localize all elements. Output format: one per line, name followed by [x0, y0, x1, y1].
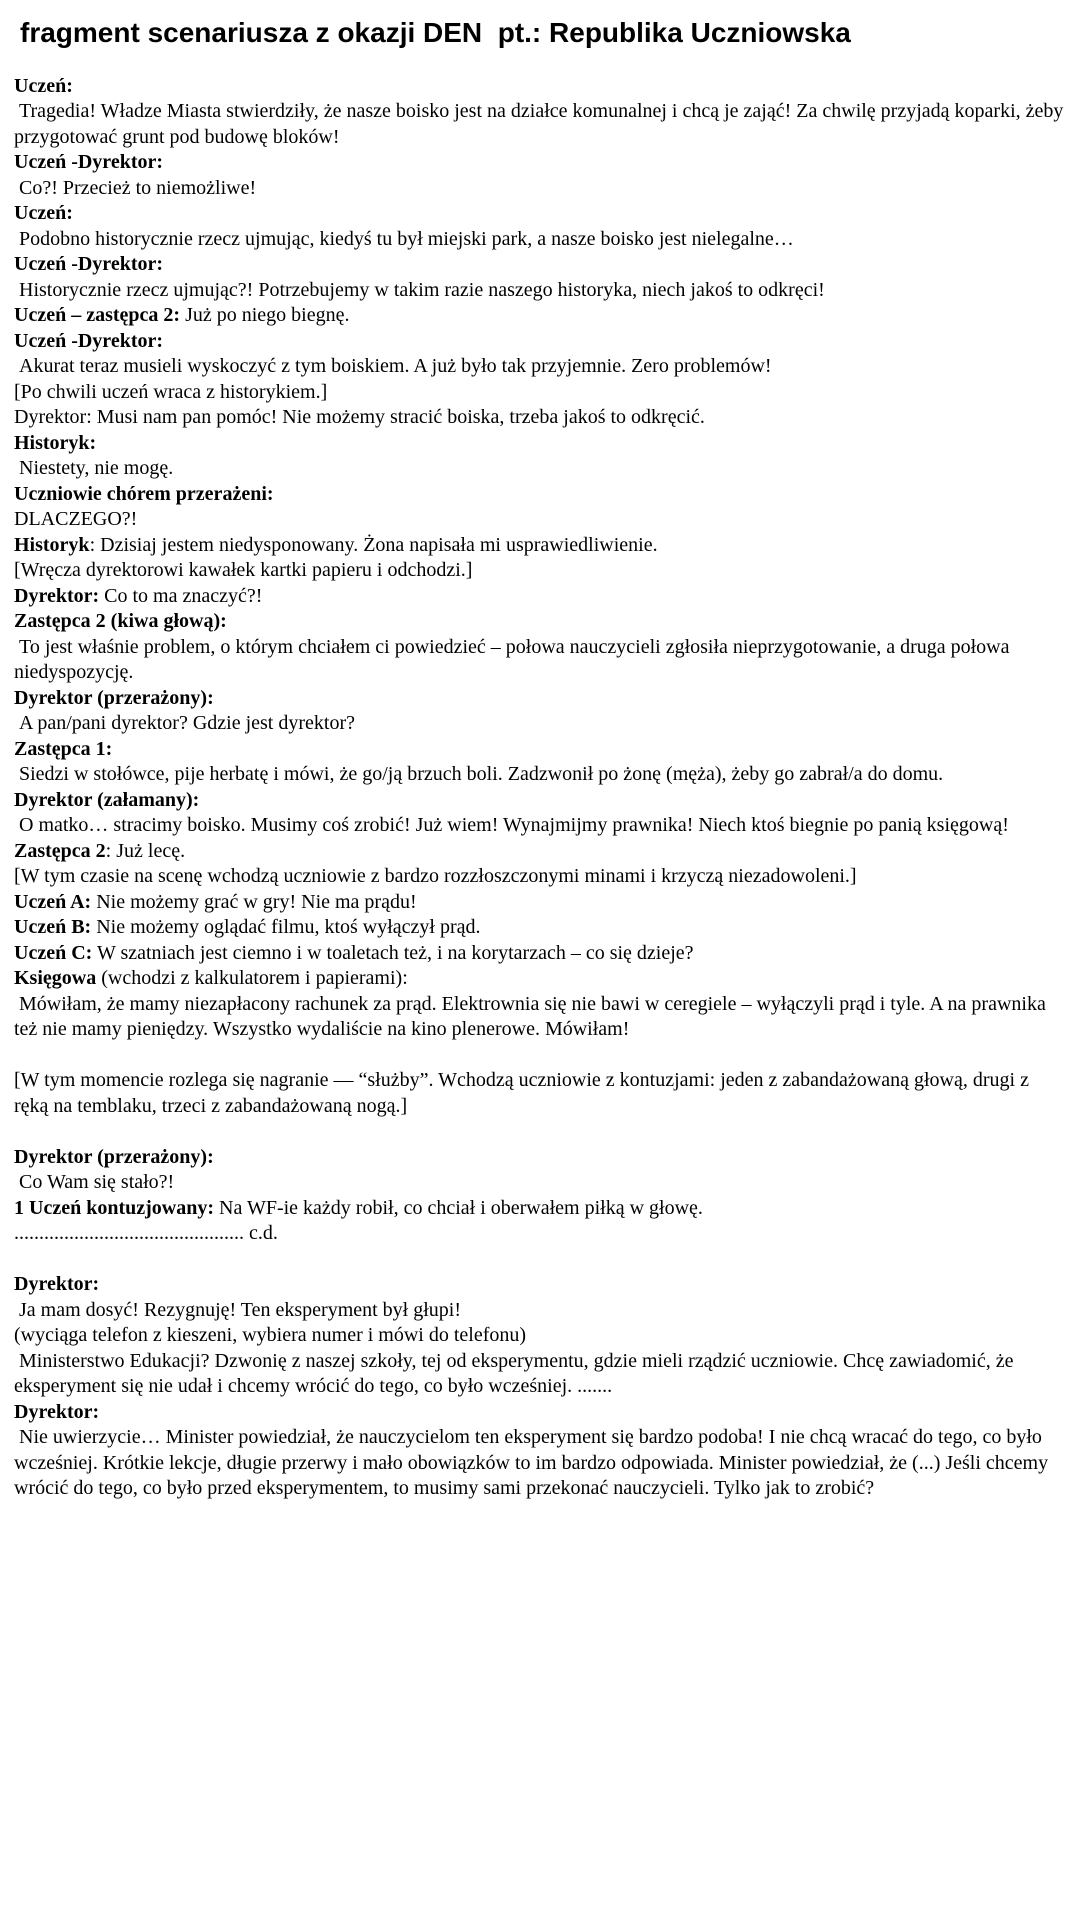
speaker-label: Zastępca 1: [14, 737, 113, 760]
dialogue-text: Akurat teraz musieli wyskoczyć z tym boiskiem. A już było tak przyjemnie. Zero problemów! [14, 355, 772, 378]
script-line [14, 99, 1069, 150]
speaker-label: Dyrektor: [14, 1400, 100, 1423]
speaker-label: Dyrektor (załamany): [14, 788, 200, 811]
script-line [14, 1400, 1064, 1426]
dialogue-text: Ja mam dosyć! Rezygnuję! Ten eksperyment był głupi! [14, 1298, 462, 1321]
speaker-label: Uczniowie chórem przerażeni: [14, 482, 274, 505]
speaker-label: Uczeń -Dyrektor: [14, 329, 164, 352]
speaker-label: 1 Uczeń kontuzjowany: [14, 1196, 214, 1219]
script-line [14, 278, 1064, 304]
script-line [14, 227, 1064, 253]
speaker-label: Zastępca 2 (kiwa głową): [14, 610, 227, 633]
script-line [14, 966, 1064, 992]
script-line [14, 1170, 1064, 1196]
speaker-label: Zastępca 2 [14, 839, 106, 862]
dialogue-text: W szatniach jest ciemno i w toaletach też, i na korytarzach – co się dzieje? [92, 941, 694, 964]
dialogue-text: (wchodzi z kalkulatorem i papierami): [96, 967, 408, 990]
dialogue-text: Niestety, nie mogę. [14, 457, 174, 480]
script-line [14, 303, 1064, 329]
dialogue-text: [W tym czasie na scenę wchodzą uczniowie z bardzo rozzłoszczonymi minami i krzyczą niezadowoleni.] [14, 865, 857, 888]
page-title: fragment scenariusza z okazji DEN pt.: Republika Uczniowska [20, 17, 851, 48]
script-line [14, 329, 1064, 355]
speaker-label: Uczeń B: [14, 916, 92, 939]
script-line [14, 1349, 1064, 1400]
dialogue-text: Co to ma znaczyć?! [99, 584, 263, 607]
script-line [14, 176, 1064, 202]
dialogue-text: Nie uwierzycie… Minister powiedział, że nauczycielom ten eksperyment się bardzo podoba! I nie chcą wracać do tego, co było wcześniej. Krótkie lekcje, długie przerwy i mało obowiązków to im bardzo odpowiada. Minister powiedział, że (...) Jeśli chcemy wrócić do tego, co było przed eksperymentem, to musimy sami przekonać nauczycieli. Tylko jak to zrobić? [14, 1426, 1054, 1500]
script-line [14, 992, 1064, 1043]
script-line [14, 1145, 1064, 1171]
script-line [14, 711, 1064, 737]
script-line [14, 1425, 1064, 1502]
script-line [14, 915, 1064, 941]
dialogue-text: Dyrektor: Musi nam pan pomóc! Nie możemy stracić boiska, trzeba jakoś to odkręcić. [14, 406, 705, 429]
dialogue-text: [Wręcza dyrektorowi kawałek kartki papieru i odchodzi.] [14, 559, 473, 582]
dialogue-text: : Już lecę. [105, 839, 186, 862]
script-line [14, 864, 1064, 890]
dialogue-text: Nie możemy grać w gry! Nie ma prądu! [91, 890, 417, 913]
script-line [14, 737, 1064, 763]
dialogue-text: [Po chwili uczeń wraca z historykiem.] [14, 380, 328, 403]
script-line [14, 890, 1064, 916]
speaker-label: Księgowa [14, 967, 97, 990]
dialogue-text: Nie możemy oglądać filmu, ktoś wyłączył prąd. [91, 916, 481, 939]
script-line [14, 482, 1064, 508]
script-line [14, 252, 1064, 278]
speaker-label: Uczeń – zastępca 2: [14, 304, 181, 327]
script-line [14, 507, 1064, 533]
script-line [14, 788, 1064, 814]
script-line [14, 380, 1064, 406]
script-line [14, 1068, 1064, 1119]
script-line [14, 762, 1064, 788]
script-line [14, 558, 1064, 584]
dialogue-text: (wyciąga telefon z kieszeni, wybiera numer i mówi do telefonu) [14, 1324, 527, 1347]
dialogue-text: Co?! Przecież to niemożliwe! [14, 176, 257, 199]
speaker-label: Dyrektor (przerażony): [14, 1145, 214, 1168]
speaker-label: Dyrektor (przerażony): [14, 686, 214, 709]
script-lines [14, 74, 1069, 1502]
dialogue-text: Historycznie rzecz ujmując?! Potrzebujemy w takim razie naszego historyka, niech jakoś to odkręci! [14, 278, 825, 301]
speaker-label: Dyrektor: [14, 584, 100, 607]
speaker-label: Uczeń: [14, 74, 73, 97]
dialogue-text: Podobno historycznie rzecz ujmując, kiedyś tu był miejski park, a nasze boisko jest nielegalne… [14, 227, 794, 250]
dialogue-text: [W tym momencie rozlega się nagranie — “służby”. Wchodzą uczniowie z kontuzjami: jeden z zabandażowaną głową, drugi z ręką na temblaku, trzeci z zabandażowaną nogą.] [14, 1069, 1034, 1117]
speaker-label: Uczeń A: [14, 890, 92, 913]
script-line [14, 1298, 1064, 1324]
dialogue-text: O matko… stracimy boisko. Musimy coś zrobić! Już wiem! Wynajmijmy prawnika! Niech ktoś biegnie po panią księgową! [14, 814, 1009, 837]
speaker-label: Historyk [14, 533, 90, 556]
dialogue-text: A pan/pani dyrektor? Gdzie jest dyrektor? [14, 712, 355, 735]
script-line [14, 533, 1064, 559]
script-line [14, 431, 1064, 457]
script-line [14, 813, 1064, 839]
script-line [14, 1323, 1064, 1349]
script-line [14, 456, 1064, 482]
dialogue-text: Ministerstwo Edukacji? Dzwonię z naszej szkoły, tej od eksperymentu, gdzie mieli rządzić uczniowie. Chcę zawiadomić, że eksperyment się nie udał i chcemy wrócić do tego, co było wcześniej. ....... [14, 1349, 1019, 1398]
speaker-label: Historyk: [14, 431, 97, 454]
dialogue-text: Już po niego biegnę. [180, 304, 350, 327]
dialogue-text: Co Wam się stało?! [14, 1171, 175, 1194]
script-line [14, 941, 1064, 967]
script-line [14, 1196, 1064, 1222]
speaker-label: Dyrektor: [14, 1273, 100, 1296]
dialogue-text: : Dzisiaj jestem niedysponowany. Żona napisała mi usprawiedliwienie. [89, 533, 658, 556]
dialogue-text: .............................................. c.d. [14, 1222, 278, 1245]
speaker-label: Uczeń: [14, 202, 73, 225]
dialogue-text: DLACZEGO?! [14, 508, 138, 531]
speaker-label: Uczeń -Dyrektor: [14, 253, 164, 276]
dialogue-text: To jest właśnie problem, o którym chciałem ci powiedzieć – połowa nauczycieli zgłosiła nieprzygotowanie, a druga połowa niedyspozycję. [14, 635, 1015, 684]
dialogue-text: Siedzi w stołówce, pije herbatę i mówi, że go/ją brzuch boli. Zadzwonił po żonę (męża), żeby go zabrał/a do domu. [14, 763, 944, 786]
dialogue-text: Tragedia! Władze Miasta stwierdziły, że nasze boisko jest na działce komunalnej i chcą je zająć! Za chwilę przyjadą koparki, żeby przygotować grunt pod budowę bloków! [14, 100, 1069, 148]
speaker-label: Uczeń -Dyrektor: [14, 151, 164, 174]
dialogue-text: Na WF-ie każdy robił, co chciał i oberwałem piłką w głowę. [214, 1196, 703, 1219]
script-line [14, 354, 1064, 380]
script-line [14, 635, 1064, 686]
script-line [14, 405, 1064, 431]
script-line [14, 1272, 1064, 1298]
script-line [14, 686, 1064, 712]
script-line [14, 839, 1064, 865]
script-line [14, 201, 1064, 227]
script-line [14, 74, 1064, 100]
script-line [14, 1221, 1064, 1247]
speaker-label: Uczeń C: [14, 941, 93, 964]
script-line [14, 150, 1064, 176]
dialogue-text: Mówiłam, że mamy niezapłacony rachunek za prąd. Elektrownia się nie bawi w ceregiele – wyłączyli prąd i tyle. A na prawnika też nie mamy pieniędzy. Wszystko wydaliście na kino plenerowe. Mówiłam! [14, 992, 1051, 1041]
script-line [14, 584, 1064, 610]
script-line [14, 609, 1064, 635]
